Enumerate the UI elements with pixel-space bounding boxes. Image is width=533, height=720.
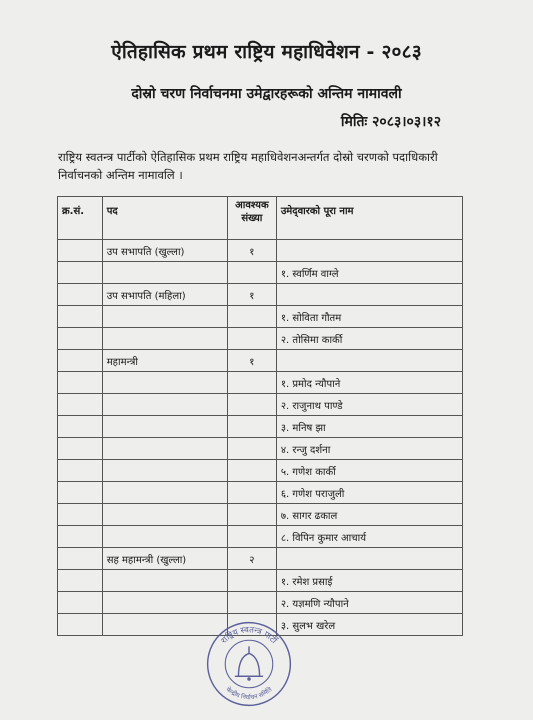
table-row	[58, 416, 463, 438]
cell-candidate-name: ६. गणेश पराजुली	[276, 482, 462, 504]
cell-required-count: २	[227, 548, 276, 570]
cell-required-count: १	[227, 284, 276, 306]
cell-serial	[58, 504, 103, 526]
cell-serial	[58, 328, 103, 350]
cell-candidate-name	[276, 548, 462, 570]
cell-candidate-name: ३. मनिष झा	[276, 416, 462, 438]
stamp-outer-ring	[208, 623, 291, 706]
table-row	[58, 438, 463, 460]
cell-candidate-name: २. राजुनाथ पाण्डे	[276, 394, 462, 416]
cell-post	[102, 372, 227, 394]
cell-serial	[58, 482, 103, 504]
cell-required-count	[227, 394, 276, 416]
cell-serial	[58, 570, 103, 592]
cell-required-count: १	[227, 350, 276, 372]
cell-candidate-name: ४. रन्जु दर्शना	[276, 438, 462, 460]
cell-post	[102, 592, 227, 614]
cell-post	[102, 394, 227, 416]
stamp-top-text: राष्ट्रिय स्वतन्त्र पार्टी	[218, 624, 280, 646]
cell-candidate-name: ८. विपिन कुमार आचार्य	[276, 526, 462, 548]
table-row	[58, 526, 463, 548]
cell-post	[102, 306, 227, 328]
cell-required-count	[227, 526, 276, 548]
cell-serial	[58, 416, 103, 438]
candidate-table	[57, 196, 463, 636]
cell-serial	[58, 592, 103, 614]
document-title: ऐतिहासिक प्रथम राष्ट्रिय महाधिवेशन - २०८३	[111, 41, 422, 63]
cell-serial	[58, 372, 103, 394]
cell-serial	[58, 394, 103, 416]
cell-candidate-name: १. रमेश प्रसाई	[276, 570, 462, 592]
table-row	[58, 328, 463, 350]
document-date: मितिः २०८३।०३।१२	[340, 114, 441, 130]
cell-serial	[58, 306, 103, 328]
cell-required-count	[227, 262, 276, 284]
table-row	[58, 284, 463, 306]
table-row	[58, 372, 463, 394]
header-serial: क्र.सं.	[58, 197, 103, 240]
cell-post	[102, 482, 227, 504]
table-row	[58, 548, 463, 570]
cell-serial	[58, 460, 103, 482]
cell-serial	[58, 284, 103, 306]
table-row	[58, 350, 463, 372]
document-subtitle: दोस्रो चरण निर्वाचनमा उमेद्वारहरूको अन्तिम नामावली	[131, 86, 402, 102]
cell-serial	[58, 614, 103, 636]
cell-serial	[58, 526, 103, 548]
cell-candidate-name	[276, 350, 462, 372]
table-header-row	[58, 197, 463, 240]
cell-serial	[58, 240, 103, 262]
cell-candidate-name: ५. गणेश कार्की	[276, 460, 462, 482]
cell-candidate-name: ७. सागर ढकाल	[276, 504, 462, 526]
cell-candidate-name: २. यज्ञमणि न्यौपाने	[276, 592, 462, 614]
cell-required-count	[227, 570, 276, 592]
cell-candidate-name: २. तोसिमा कार्की	[276, 328, 462, 350]
cell-required-count	[227, 504, 276, 526]
cell-post	[102, 262, 227, 284]
cell-post: सह महामन्त्री (खुल्ला)	[102, 548, 227, 570]
cell-serial	[58, 438, 103, 460]
cell-serial	[58, 350, 103, 372]
cell-post	[102, 570, 227, 592]
table-row	[58, 570, 463, 592]
cell-candidate-name: १. सोविता गौतम	[276, 306, 462, 328]
intro-paragraph: राष्ट्रिय स्वतन्त्र पार्टीको ऐतिहासिक प्रथम राष्ट्रिय महाधिवेशनअन्तर्गत दोस्रो चरणको पदाधिकारी निर्वाचनको अन्तिम नामावलि ।	[58, 150, 438, 182]
table-row	[58, 306, 463, 328]
table-row	[58, 394, 463, 416]
table-row	[58, 592, 463, 614]
table-row	[58, 482, 463, 504]
cell-candidate-name	[276, 240, 462, 262]
table-row	[58, 262, 463, 284]
cell-required-count	[227, 592, 276, 614]
cell-required-count: १	[227, 240, 276, 262]
table-row	[58, 240, 463, 262]
table-row	[58, 460, 463, 482]
cell-post	[102, 438, 227, 460]
cell-required-count	[227, 460, 276, 482]
cell-required-count	[227, 328, 276, 350]
cell-required-count	[227, 372, 276, 394]
cell-required-count	[227, 306, 276, 328]
cell-required-count	[227, 482, 276, 504]
cell-candidate-name: १. स्वर्णिम वाग्ले	[276, 262, 462, 284]
cell-post	[102, 460, 227, 482]
bell-icon	[235, 646, 263, 680]
header-post: पद	[102, 197, 227, 240]
party-stamp	[205, 620, 293, 708]
cell-post	[102, 526, 227, 548]
cell-required-count	[227, 416, 276, 438]
cell-candidate-name	[276, 284, 462, 306]
table-body	[58, 240, 463, 636]
cell-post: उप सभापति (महिला)	[102, 284, 227, 306]
table-row	[58, 504, 463, 526]
cell-candidate-name: १. प्रमोद न्यौपाने	[276, 372, 462, 394]
cell-post: महामन्त्री	[102, 350, 227, 372]
cell-serial	[58, 262, 103, 284]
cell-required-count	[227, 438, 276, 460]
cell-post	[102, 504, 227, 526]
cell-candidate-name: ३. सुलभ खरेल	[276, 614, 462, 636]
header-required-count: आवश्यक संख्या	[227, 197, 276, 240]
cell-post: उप सभापति (खुल्ला)	[102, 240, 227, 262]
stamp-bottom-text: केन्द्रीय निर्वाचन समिति	[224, 686, 274, 702]
cell-post	[102, 328, 227, 350]
cell-serial	[58, 548, 103, 570]
cell-post	[102, 416, 227, 438]
header-candidate-name: उमेद्‌वारको पूरा नाम	[276, 197, 462, 240]
